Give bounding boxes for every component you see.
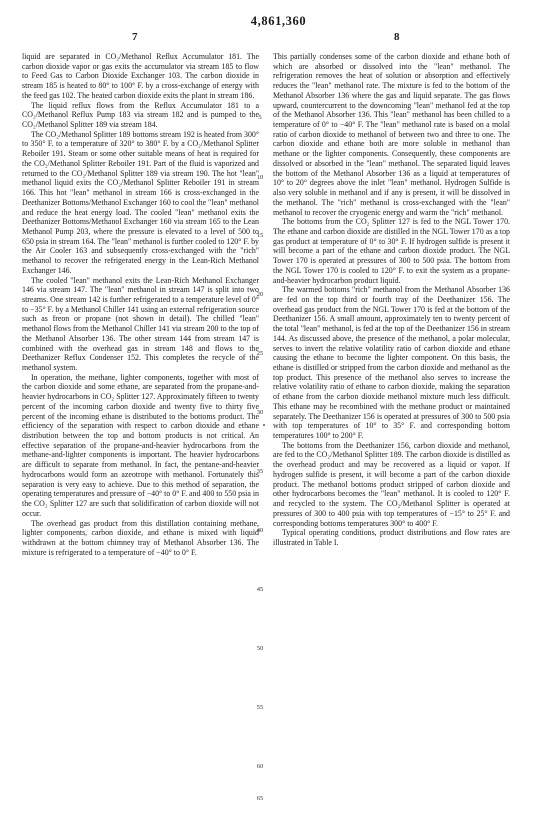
line-number: 45 [256,586,264,593]
line-number: 65 [256,795,264,802]
patent-number: 4,861,360 [250,14,307,28]
line-number: 10 [256,174,264,181]
paragraph: In operation, the methane, lighter components, together with most of the carbon dioxide and some ethane, are separated from the propane-and-heavier hydrocarbons in CO₂ Splitter 127. Approximately fifteen to twenty percent of the incoming carbon dioxide and twenty five to thirty five percent of the incoming ethane is distributed to the bottoms product. The efficiency of the separation with respect to carbon dioxide and ethane distribution between the top and bottom products is not critical. An effective separation of the propane-and-heavier hydrocarbons from the methane-and-lighter components is important. The heavier hydrocarbons are difficult to separate from methanol. In fact, the pentane-and-heavier hydrocarbons would form an azeotrope with methanol. Fortunately this separation is very easy to achieve. Due to this method of separation, the operating temperatures and pressure of −40° to 0° F. and 400 to 550 psia in the CO₂ Splitter 127 are such that solidification of carbon dioxide will not occur. [22,372,259,518]
line-number: 25 [256,350,264,357]
left-text-column [22,52,259,804]
left-page-number: 7 [132,31,138,43]
line-number: 20 [256,291,264,298]
paragraph: The bottoms from the CO₂ Splitter 127 is fed to the NGL Tower 170. The ethane and carbon dioxide are distilled in the NGL Tower 170 as a top gas product at temperature of 0° to 30° F. If hydrogen sulfide is present it will become a part of the ethane and carbon dioxide product. The NGL Tower 170 is operated at pressures of 300 to 500 psia. The bottom from the NGL Tower 170 is cooled to 120° F. to exit the system as a propane-and-heavier hydrocarbon product liquid. [273,217,510,285]
paragraph: The CO₂/Methanol Splitter 189 bottoms stream 192 is heated from 300° to 350° F. to a temperature of 320° to 380° F. by a CO₂/Methanol Splitter Reboiler 191. Steam or some other suitable means of heat is required for the CO₂/Methanol Splitter Reboiler 191. Part of the fluid is vaporized and returned to the CO₂/Methanol Splitter 189 via stream 190. The hot "lean" methanol liquid exits the CO₂/Methanol Splitter Reboiler 191 in stream 166. This hot "lean" methanol in stream 166 is cross-exchanged in the Deethanizer Bottoms/Methanol Exchanger 160 to cool the "lean" methanol and reduce the heat energy load. The cooled "lean" methanol exits the Deethanizer Bottoms/Methanol Exchanger 160 via stream 165 to the Lean Methanol Pump 203, where the pressure is elevated to a level of 500 to 650 psia in stream 164. The "lean" methanol is further cooled to 120° F. by the Air Cooler 163 and subsequently cross-exchanged with the "rich" methanol to recover the refrigerated energy in the Lean-Rich Methanol Exchanger 146. [22,129,259,275]
line-number: 35 [256,468,264,475]
line-number: 5 [258,114,262,121]
line-number: 40 [256,527,264,534]
paragraph: The liquid reflux flows from the Reflux Accumulator 181 to a CO₂/Methanol Reflux Pump 183 via stream 182 and is pumped to the CO₂/Methanol Splitter 189 via stream 184. [22,100,259,130]
line-number: 55 [256,704,264,711]
paragraph: The cooled "lean" methanol exits the Lean-Rich Methanol Exchanger 146 via stream 147. The "lean" methanol in stream 147 is split into two streams. One stream 142 is further refrigerated to a temperature level of 0° to −35° F. by a Methanol Chiller 141 using an external refrigeration source such as freon or propane (not shown in detail). The chilled "lean" methanol flows from the Methanol Chiller 141 via stream 200 to the top of the Methanol Absorber 136. The other stream 144 from stream 147 is combined with the overhead gas in stream 148 and flows to the Deethanizer Reflux Condenser 152. This completes the recycle of the methanol system. [22,275,259,372]
paragraph: Typical operating conditions, product distributions and flow rates are illustrated in Table I. [273,528,510,547]
right-page-number: 8 [394,31,400,43]
paragraph: The overhead gas product from this distillation containing methane, lighter components, carbon dioxide, and ethane is mixed with liquid withdrawn at the bottom chimney tray of Methanol Absorber 136. The mixture is refrigerated to a temperature of −40° to 0° F. [22,518,259,557]
line-number: 15 [256,232,264,239]
right-text-column [273,52,510,804]
scan-speck [263,424,265,426]
paragraph: The bottoms from the Deethanizer 156, carbon dioxide and methanol, are fed to the CO₂/Methanol Splitter 189. The carbon dioxide is distilled as the overhead product and may be recovered as a liquid or vapor. If hydrogen sulfide is present, it will become a part of the carbon dioxide product. The methanol bottoms product stripped of carbon dioxide and other hydrocarbons becomes the "lean" methanol. It is cooled to 120° F. and recycled to the system. The CO₂/Methanol Splitter is operated at pressures of 300 to 400 psia with top temperatures of −15° to 25° F. and corresponding bottoms temperatures 300° to 400° F. [273,440,510,528]
line-number: 50 [256,645,264,652]
paragraph: This partially condenses some of the carbon dioxide and ethane both of which are absorbed or dissolved into the "lean" methanol. The refrigeration removes the heat of solution or absorption and effectively reduces the "lean" methanol rate. The mixture is fed to the bottom of the Methanol Absorber 136 where the gas and liquid separate. The gas flows upward, countercurrent to the downcoming "lean" methanol fed at the top of the Methanol Absorber 136. This "lean" methanol has been chilled to a temperature of 0° to −40° F. The "lean" methanol rate is based on a molal ratio of carbon dioxide to methanol of between two and three to one. The carbon dioxide and ethane both are more soluble in methanol than methane or the lighter components. Consequently, these components are dissolved or absorbed in the "lean" methanol. The separated liquid leaves the bottom of the Methanol Absorber 136 as a liquid at temperatures of 10° to 20° degrees above the inlet "lean" methanol. Hydrogen Sulfide is also very soluble in methanol and if any is present, it will be dissolved in the methanol. The "rich" methanol is cross-exchanged with the "lean" methanol to recover the cryogenic energy and warm the "rich" methanol. [273,52,510,217]
line-number: 60 [256,763,264,770]
paragraph: liquid are separated in CO₂/Methanol Reflux Accumulator 181. The carbon dioxide vapor or gas exits the accumulator via stream 185 to flow to Feed Gas to Carbon Dioxide Exchanger 103. The carbon dioxide in stream 185 is heated to 80° to 100° F. by a cross-exchange of energy with the feed gas 102. The heated carbon dioxide exits the plant in stream 186. [22,52,259,100]
paragraph: The warmed bottoms "rich" methanol from the Methanol Absorber 136 are fed on the top third or fourth tray of the Deethanizer 156. The overhead gas product from the NGL Tower 170 is fed at the bottom of the Deethanizer 156. A small amount, approximately ten to twenty percent of the total "lean" methanol, is fed at the top of the Deethanizer 156 in stream 144. As discussed above, the presence of the methanol, a polar molecular, serves to invert the relative volatility ratio of carbon dioxide and ethane causing the ethane to become the lighter component. On this basis, the ethane is distilled or stripped from the carbon dioxide and methanol as the top product. This presence of the methanol also serves to increase the relative volatility ratio of ethane to carbon dioxide, making the separation of ethane from the carbon dioxide methanol mixture much less difficult. This ethane may be recombined with the methane product or maintained separately. The Deethanizer 156 is operated at pressures of 300 to 500 psia with top temperatures of 10° to 35° F. and corresponding bottom temperatures 100° to 200° F. [273,285,510,441]
line-number: 30 [256,409,264,416]
